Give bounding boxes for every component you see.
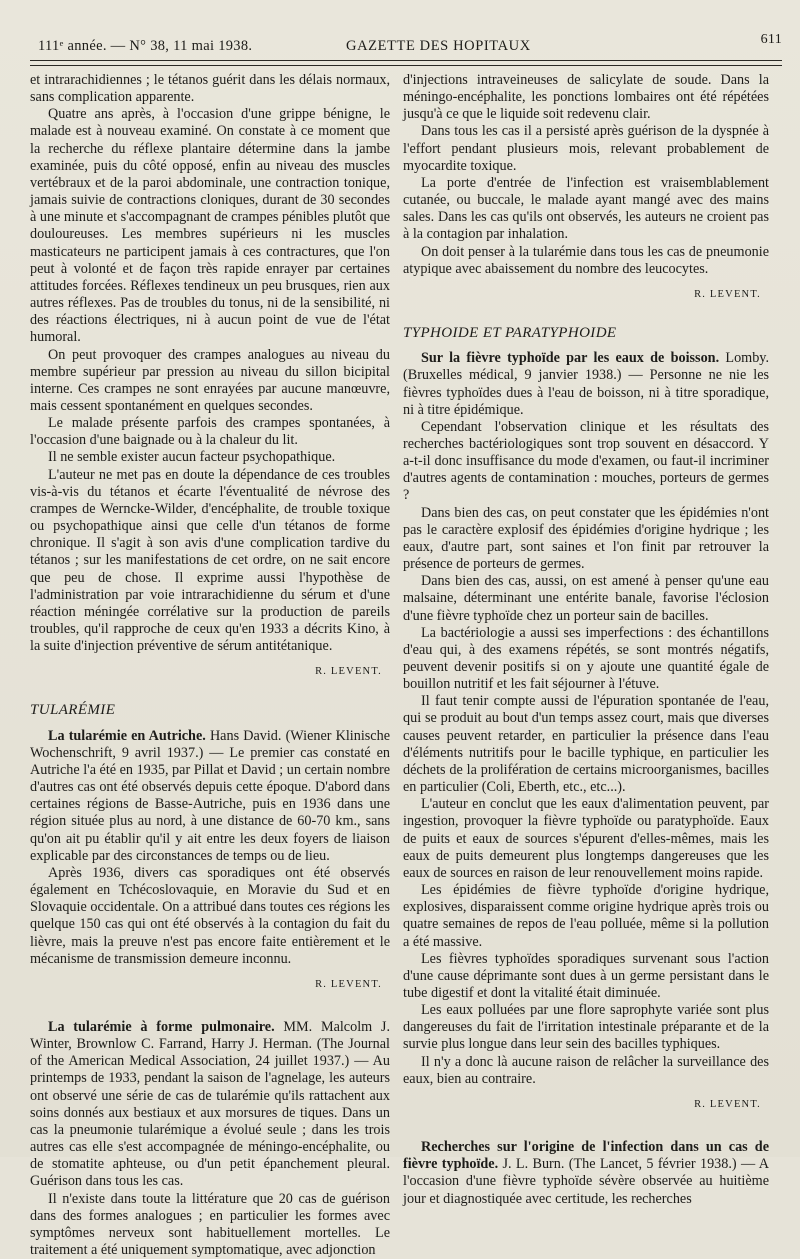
paragraph: Cependant l'observation clinique et les résultats des recherches bactériologiques sont trop souvent en désaccord. Y a-t-il donc insuffisance du mode d'examen, ou faut-il incriminer d'autres agents de contamination : mouches, porteurs de germes ? (403, 418, 769, 504)
paragraph: Dans bien des cas, on peut constater que les épidémies n'ont pas le caractère explosif des épidémies d'origine hydrique ; les eaux, d'autre part, sont saines et l'on finit par retrouver la présence de porteurs de germes. (403, 504, 769, 573)
author-signature: R. LEVENT. (315, 666, 382, 678)
article-reference: J. L. Burn. (The Lancet, 5 février 1938.) — (502, 1156, 756, 1173)
paragraph: Le malade présente parfois des crampes spontanées, à l'occasion d'une baignade ou à la chaleur du lit. (30, 415, 390, 449)
paragraph: L'auteur en conclut que les eaux d'alimentation peuvent, par ingestion, provoquer la fièvre typhoïde ou paratyphoïde. Eaux de puits et eaux de sources s'épurent d'elles-mêmes, mais les eaux de puits demeurent plus longtemps dangereuses que les eaux de sources en raison de leur renouvellement moins rapide. (403, 796, 769, 881)
paragraph: La bactériologie a aussi ses imperfections : des échantillons d'eau qui, à des examens répétés, se sont montrés négatifs, peuvent devenir positifs si on y ajoute une quantité égale de bouillon nutritif et les fait séjourner à l'étuve. (403, 624, 769, 693)
header-rule (30, 60, 782, 61)
header-rule-thin (30, 65, 782, 66)
page-header (30, 32, 782, 60)
paragraph: Il n'existe dans toute la littérature que 20 cas de guérison dans des formes analogues ; en particulier les formes avec symptômes nerveux sont habituellement mortelles. Le traitement a été uniquement symptomatique, avec adjonction (30, 1190, 390, 1258)
journal-title: GAZETTE DES HOPITAUX (346, 38, 531, 54)
paragraph: Les épidémies de fièvre typhoïde d'origine hydrique, explosives, disparaissent comme origine hydrique après trois ou quatre semaines de repos de l'eau polluée, même si la pollution a été massive. (403, 882, 769, 950)
article-text: Personne ne nie les fièvres typhoïdes dues à l'eau de boisson, ni à titre sporadique, ni à titre épidémique. (403, 367, 770, 418)
paragraph: Dans bien des cas, aussi, on est amené à penser qu'une eau malsaine, déterminant une entérite banale, favorise l'éclosion d'une fièvre typhoïde chez un porteur sain de bacilles. (403, 573, 769, 624)
paragraph: Les fièvres typhoïdes sporadiques survenant sous l'action d'une cause déprimante sont dues à un germe persistant dans le tube digestif et dont la vitalité était diminuée. (403, 950, 769, 1001)
article-paragraph (403, 350, 769, 419)
article-title: Sur la fièvre typhoïde par les eaux de boisson. (421, 350, 720, 367)
author-signature: R. LEVENT. (694, 1098, 761, 1110)
article-reference: Hans David. (Wiener Klinische Wochenschrift, 9 avril 1937.) — (30, 727, 390, 761)
paragraph: Quatre ans après, à l'occasion d'une grippe bénigne, le malade est à nouveau examiné. On constate à ce moment que la recherche du réflexe plantaire détermine dans la jambe examinée, puis du côté opposé, enfin au niveau des muscles vertébraux et de la paroi abdominale, une contraction tonique, jamais suivie de contractions cloniques, durant de 30 secondes à une minute et s'accompagnant de crampes pénibles plutôt que douloureuses. Les membres supérieurs ni les muscles masticateurs ne participent jamais à ces contractures, que l'on peut à volonté et de façon très rapide enrayer par certaines attitudes forcées. Réflexes tendineux un peu brusques, rien aux autres réflexes. Pas de troubles du tonus, ni de la sensibilité, ni des réactions électriques, ni à aucun point de vue de l'état humoral. (30, 106, 390, 346)
paragraph: Il n'y a donc là aucune raison de relâcher la surveillance des eaux, bien au contraire. (403, 1053, 769, 1087)
paragraph: Les eaux polluées par une flore saprophyte variée sont plus dangereuses du fait de l'irritation intestinale préparante et de la survie plus longue dans leur sein des bacilles typhiques. (403, 1002, 769, 1053)
article-reference: MM. Malcolm J. Winter, Brownlow C. Farrand, Harry J. Herman. (The Journal of the American Medical Association, 24 juillet 1937.) — (30, 1018, 390, 1070)
paragraph: Dans tous les cas il a persisté après guérison de la dyspnée à l'effort pendant plusieurs mois, relevant probablement de myocardite toxique. (403, 123, 769, 174)
article-title: La tularémie à forme pulmonaire. (48, 1018, 275, 1035)
paragraph: et intrarachidiennes ; le tétanos guérit dans les délais normaux, sans complication apparente. (30, 72, 390, 106)
paragraph: L'auteur ne met pas en doute la dépendance de ces troubles vis-à-vis du tétanos et écarte l'éventualité de névrose des crampes de Werncke-Wilder, d'encéphalite, de trouble toxique ou psychopathique ainsi que celle d'un tétanos de forme chronique. Il s'agit à son avis d'une complication tardive du tétanos ; sur les manifestations de cet ordre, on ne sait encore que peu de chose. Il exprime aussi l'hypothèse de l'administration par voie intrarachidienne du sérum et d'une réaction méningée corrélative sur la production de pareils troubles, qu'il rapproche de ceux qu'en 1933 a décrits Kino, à la suite d'injection préventive de sérum antitétanique. (30, 466, 390, 655)
paragraph: Il faut tenir compte aussi de l'épuration spontanée de l'eau, qui se produit au bout d'un temps assez court, mais que diverses causes peuvent retarder, en particulier la présence dans l'eau d'éléments nutritifs pour le bacille typhique, en particulier les déchets de la prolifération de certains microorganismes, bacilles en particulier (Coli, Eberth, etc., etc...). (403, 693, 769, 796)
author-signature: R. LEVENT. (315, 978, 382, 990)
article-paragraph (403, 1139, 769, 1208)
article-text: Au printemps de 1933, pendant la saison de l'agnelage, les auteurs ont observé une série de cas de tularémie qu'ils rattachent aux soins donnés aux bestiaux et aux morsures de tiques. Dans un cas la pneumonie tularémique a évolué seule ; dans les trois autres cas elle s'est accompagnée de méningo-encéphalite, ou de stomatite aphteuse, ou d'un petit épanchement pleural. Guérison dans tous les cas. (30, 1053, 390, 1190)
article-text: Le premier cas constaté en Autriche l'a été en 1935, par Pillat et David ; un certain nombre d'autres cas ont été observés depuis cette époque. D'abord dans certaines régions de Basse-Autriche, puis en 1936 dans une région située plus au nord, à une distance de 60-70 km., sans qu'on ait pu établir qu'il y ait entre les deux foyers de liaison explicable par des circonstances de temps ou de lieu. (30, 744, 390, 864)
article-reference: Lomby. (Bruxelles médical, 9 janvier 1938.) — (403, 350, 770, 384)
section-heading: TYPHOIDE ET PARATYPHOIDE (403, 325, 617, 342)
left-column (30, 72, 390, 1259)
paragraph: La porte d'entrée de l'infection est vraisemblablement cutanée, ou buccale, le malade ayant mangé avec des mains sales. Dans les cas qu'ils ont observés, les auteurs ne croient pas à la contagion par inhalation. (403, 174, 769, 243)
paragraph: d'injections intraveineuses de salicylate de soude. Dans la méningo-encéphalite, les ponctions lombaires ont été répétées jusqu'à ce que le liquide soit redevenu clair. (403, 72, 769, 123)
issue-info: 111ᵉ année. — N° 38, 11 mai 1938. (38, 38, 253, 54)
section-heading: TULARÉMIE (30, 702, 116, 719)
author-signature: R. LEVENT. (694, 288, 761, 300)
right-column (403, 72, 769, 1208)
paragraph: On peut provoquer des crampes analogues au niveau du membre supérieur par pression au niveau du sillon bicipital interne. Ces crampes ne sont enrayées par aucune manœuvre, mais cessent spontanément en quelques secondes. (30, 346, 390, 414)
paragraph: Il ne semble exister aucun facteur psychopathique. (48, 449, 336, 466)
paragraph: On doit penser à la tularémie dans tous les cas de pneumonie atypique avec abaissement du nombre des leucocytes. (403, 243, 769, 277)
article-title: Recherches sur l'origine de l'infection dans un cas de fièvre typhoïde. (403, 1139, 769, 1173)
article-paragraph (30, 1019, 390, 1191)
page-number: 611 (760, 32, 782, 47)
article-paragraph (30, 728, 390, 865)
article-text: A l'occasion d'une fièvre typhoïde sévère observée au huitième jour et diagnostiquée avec certitude, les recherches (403, 1156, 770, 1207)
paragraph: Après 1936, divers cas sporadiques ont été observés également en Tchécoslovaquie, en Moravie du Sud et en Slovaquie occidentale. On a attribué dans toutes ces régions les quelque 150 cas qui ont été observés à la contagion du fait du lièvre, mais la preuve n'est pas encore faite entièrement et le mécanisme de transmission demeure inconnu. (30, 864, 390, 967)
article-title: La tularémie en Autriche. (48, 727, 206, 744)
